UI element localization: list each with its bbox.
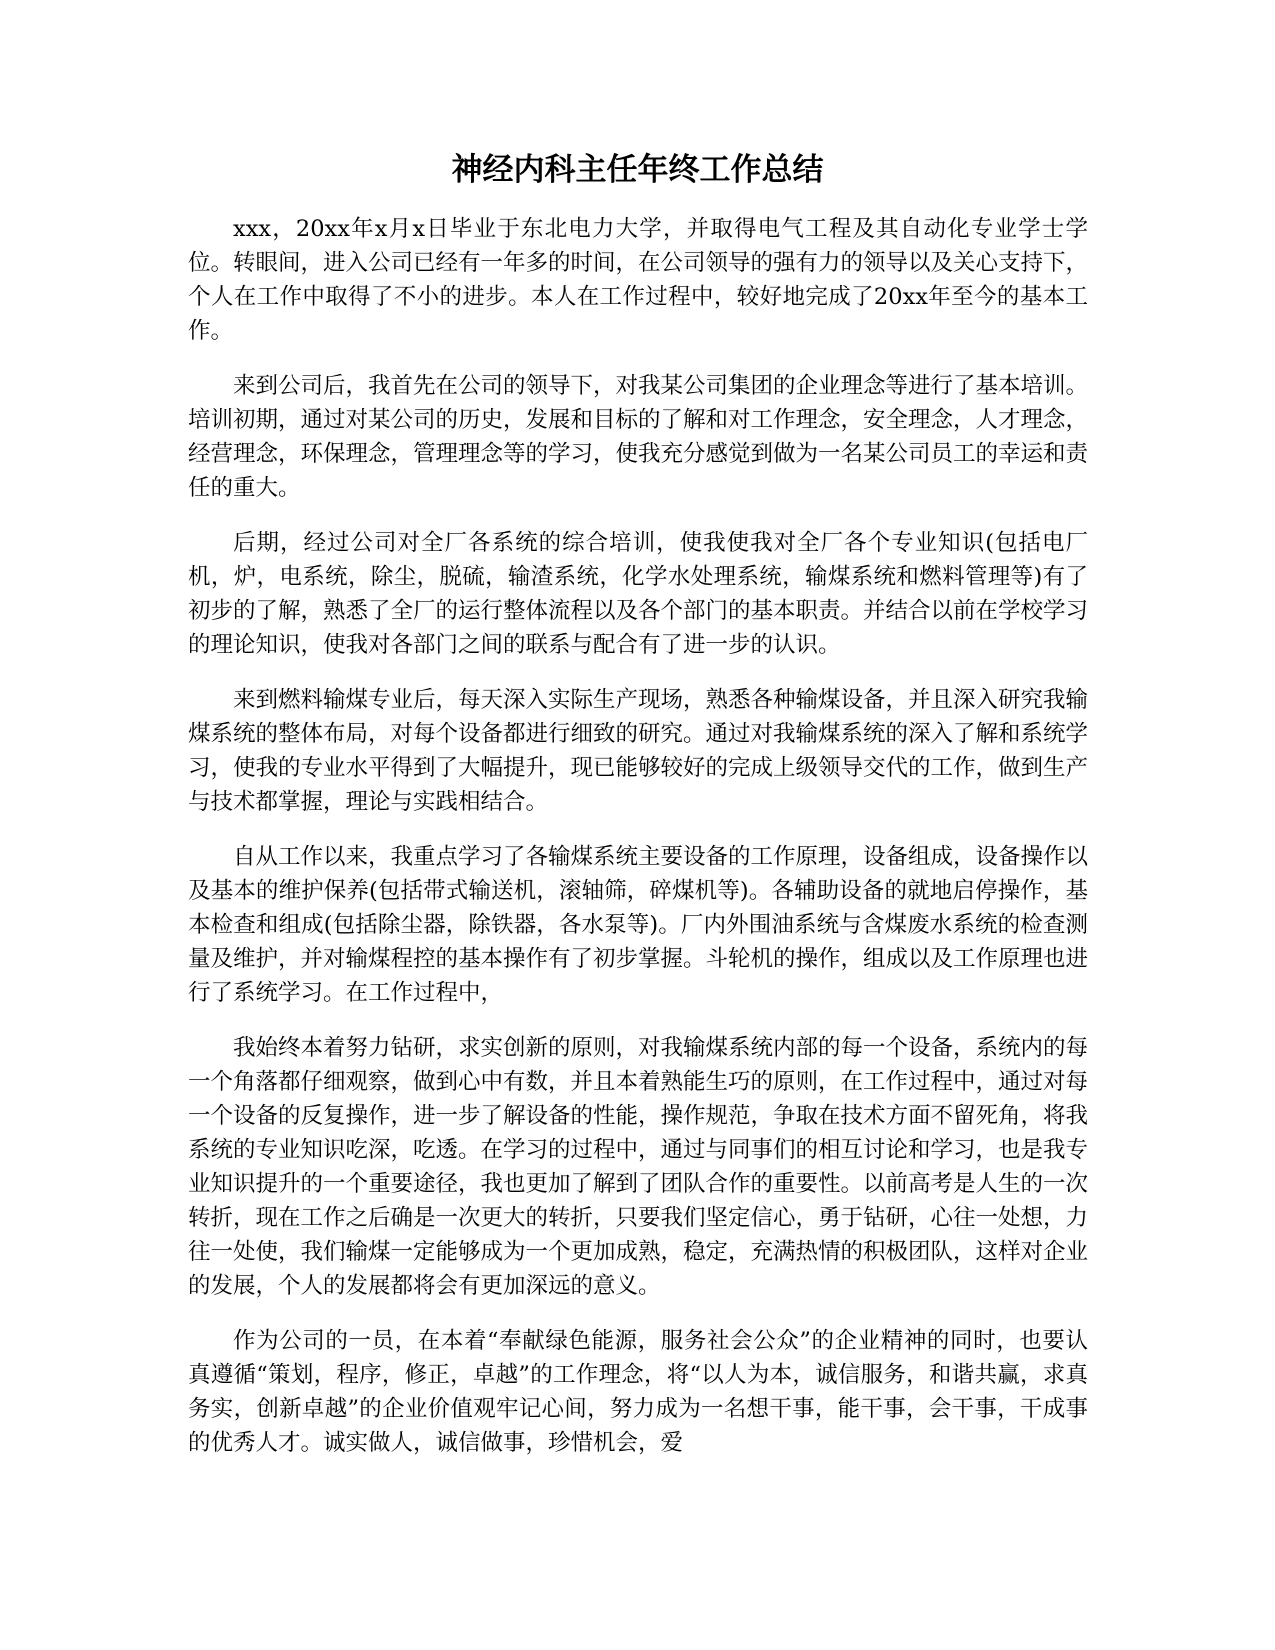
document-title: 神经内科主任年终工作总结 bbox=[451, 152, 824, 188]
paragraph-4: 来到燃料输煤专业后，每天深入实际生产现场，熟悉各种输煤设备，并且深入研究我输煤系统的整体布局，对每个设备都进行细致的研究。通过对我输煤系统的深入了解和系统学习，使我的专业水平得到了大幅提升，现已能够较好的完成上级领导交代的工作，做到生产与技术都掌握，理论与实践相结合。 bbox=[188, 687, 1089, 815]
paragraph-3: 后期，经过公司对全厂各系统的综合培训，使我使我对全厂各个专业知识(包括电厂机，炉，电系统，除尘，脱硫，输渣系统，化学水处理系统，输煤系统和燃料管理等)有了初步的了解，熟悉了全厂的运行整体流程以及各个部门的基本职责。并结合以前在学校学习的理论知识，使我对各部门之间的联系与配合有了进一步的认识。 bbox=[188, 530, 1089, 658]
paragraph-1: xxx，20xx年x月x日毕业于东北电力大学，并取得电气工程及其自动化专业学士学位。转眼间，进入公司已经有一年多的时间，在公司领导的强有力的领导以及关心支持下，个人在工作中取得了不小的进步。本人在工作过程中，较好地完成了20xx年至今的基本工作。 bbox=[188, 216, 1089, 344]
paragraph-2: 来到公司后，我首先在公司的领导下，对我某公司集团的企业理念等进行了基本培训。培训初期，通过对某公司的历史，发展和目标的了解和对工作理念，安全理念，人才理念，经营理念，环保理念，管理理念等的学习，使我充分感觉到做为一名某公司员工的幸运和责任的重大。 bbox=[188, 373, 1089, 501]
paragraph-5: 自从工作以来，我重点学习了各输煤系统主要设备的工作原理，设备组成，设备操作以及基本的维护保养(包括带式输送机，滚轴筛，碎煤机等)。各辅助设备的就地启停操作，基本检查和组成(包括除尘器，除铁器，各水泵等)。厂内外围油系统与含煤废水系统的检查测量及维护，并对输煤程控的基本操作有了初步掌握。斗轮机的操作，组成以及工作原理也进行了系统学习。在工作过程中， bbox=[188, 844, 1089, 1006]
paragraph-7: 作为公司的一员，在本着“奉献绿色能源，服务社会公众”的企业精神的同时，也要认真遵循“策划，程序，修正，卓越”的工作理念，将“以人为本，诚信服务，和谐共赢，求真务实，创新卓越”的企业价值观牢记心间，努力成为一名想干事，能干事，会干事，干成事的优秀人才。诚实做人，诚信做事，珍惜机会，爱 bbox=[188, 1328, 1088, 1456]
paragraph-6: 我始终本着努力钻研，求实创新的原则，对我输煤系统内部的每一个设备，系统内的每一个角落都仔细观察，做到心中有数，并且本着熟能生巧的原则，在工作过程中，通过对每一个设备的反复操作，进一步了解设备的性能，操作规范，争取在技术方面不留死角，将我系统的专业知识吃深，吃透。在学习的过程中，通过与同事们的相互讨论和学习，也是我专业知识提升的一个重要途径，我也更加了解到了团队合作的重要性。以前高考是人生的一次转折，现在工作之后确是一次更大的转折，只要我们坚定信心，勇于钻研，心往一处想，力往一处使，我们输煤一定能够成为一个更加成熟，稳定，充满热情的积极团队，这样对企业的发展，个人的发展都将会有更加深远的意义。 bbox=[188, 1035, 1089, 1299]
document-body bbox=[188, 212, 1088, 1481]
